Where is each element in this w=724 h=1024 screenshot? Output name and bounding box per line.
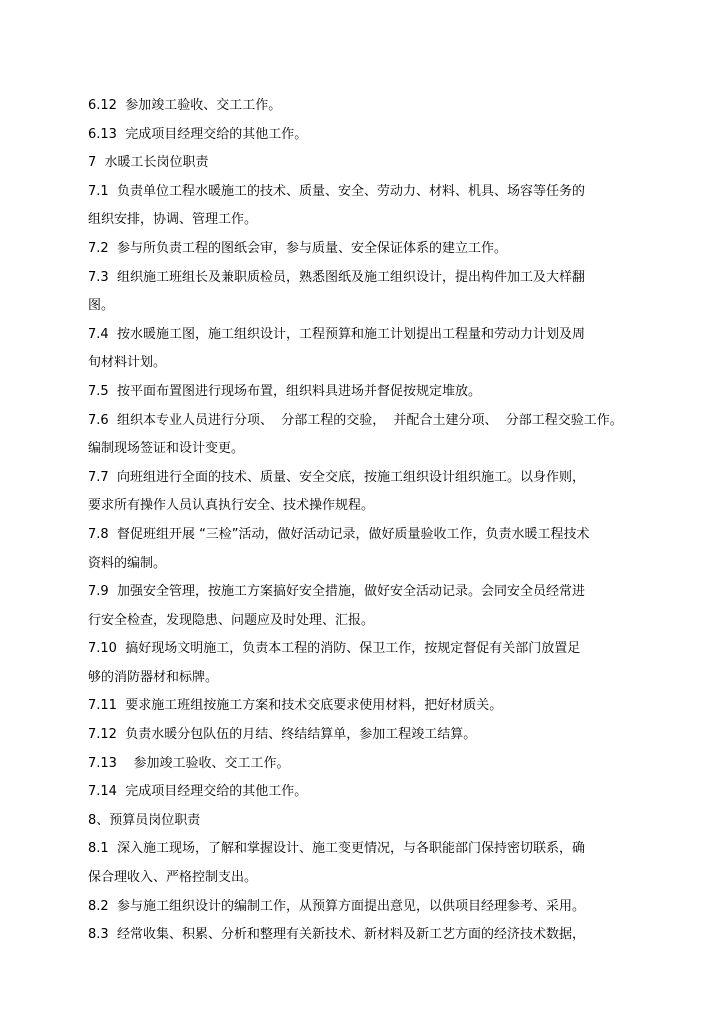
text-line: 7.11 要求施工班组按施工方案和技术交底要求使用材料，把好材质关。 xyxy=(88,698,503,714)
text-line: 7.1 负责单位工程水暖施工的技术、质量、安全、劳动力、材料、机具、场容等任务的 xyxy=(88,183,585,199)
text-line: 7.4 按水暖施工图，施工组织设计，工程预算和施工计划提出工程量和劳动力计划及周 xyxy=(88,326,585,342)
text-line: 6.13 完成项目经理交给的其他工作。 xyxy=(88,126,308,142)
text-line: 6.12 参加竣工验收、交工工作。 xyxy=(88,98,282,113)
section-heading: 8、预算员岗位职责 xyxy=(88,812,201,828)
text-line: 旬材料计划。 xyxy=(88,355,167,371)
text-line: 资料的编制。 xyxy=(88,555,167,571)
text-line: 7.5 按平面布置图进行现场布置，组织料具进场并督促按规定堆放。 xyxy=(88,383,481,399)
text-line: 编制现场签证和设计变更。 xyxy=(88,441,245,457)
text-line: 7.13 参加竣工验收、交工工作。 xyxy=(88,755,290,771)
text-line: 行安全检查，发现隐患、问题应及时处理、汇报。 xyxy=(88,612,375,628)
text-line: 7.2 参与所负责工程的图纸会审，参与质量、安全保证体系的建立工作。 xyxy=(88,240,507,256)
text-line: 7.14 完成项目经理交给的其他工作。 xyxy=(88,784,308,800)
text-line: 保合理收入、严格控制支出。 xyxy=(88,870,258,886)
text-line: 7.8 督促班组开展 “三检”活动，做好活动记录，做好质量验收工作，负责水暖工程技术 xyxy=(88,526,590,542)
document-body xyxy=(88,92,648,950)
text-line: 组织安排，协调、管理工作。 xyxy=(88,212,258,228)
text-line: 7.10 搞好现场文明施工，负责本工程的消防、保卫工作，按规定督促有关部门放置足 xyxy=(88,641,581,657)
text-line: 7.12 负责水暖分包队伍的月结、终结结算单，参加工程竣工结算。 xyxy=(88,727,477,743)
text-line: 够的消防器材和标牌。 xyxy=(88,669,219,685)
section-heading: 7 水暖工长岗位职责 xyxy=(88,155,209,171)
text-line: 7.3 组织施工班组长及兼职质检员，熟悉图纸及施工组织设计，提出构件加工及大样翻 xyxy=(88,269,585,285)
text-line: 7.6 组织本专业人员进行分项、 分部工程的交验， 并配合土建分项、 分部工程交验工作。 xyxy=(88,412,623,428)
text-line: 要求所有操作人员认真执行安全、技术操作规程。 xyxy=(88,498,375,514)
text-line: 7.9 加强安全管理，按施工方案搞好安全措施，做好安全活动记录。会同安全员经常进 xyxy=(88,584,585,600)
text-line: 图。 xyxy=(88,298,115,314)
text-line: 7.7 向班组进行全面的技术、质量、安全交底，按施工组织设计组织施工。以身作则， xyxy=(88,469,585,485)
text-line: 8.2 参与施工组织设计的编制工作，从预算方面提出意见，以供项目经理参考、采用。 xyxy=(88,898,585,914)
text-line: 8.3 经常收集、积累、分析和整理有关新技术、新材料及新工艺方面的经济技术数据， xyxy=(88,927,585,943)
text-line: 8.1 深入施工现场，了解和掌握设计、施工变更情况，与各职能部门保持密切联系，确 xyxy=(88,841,585,857)
